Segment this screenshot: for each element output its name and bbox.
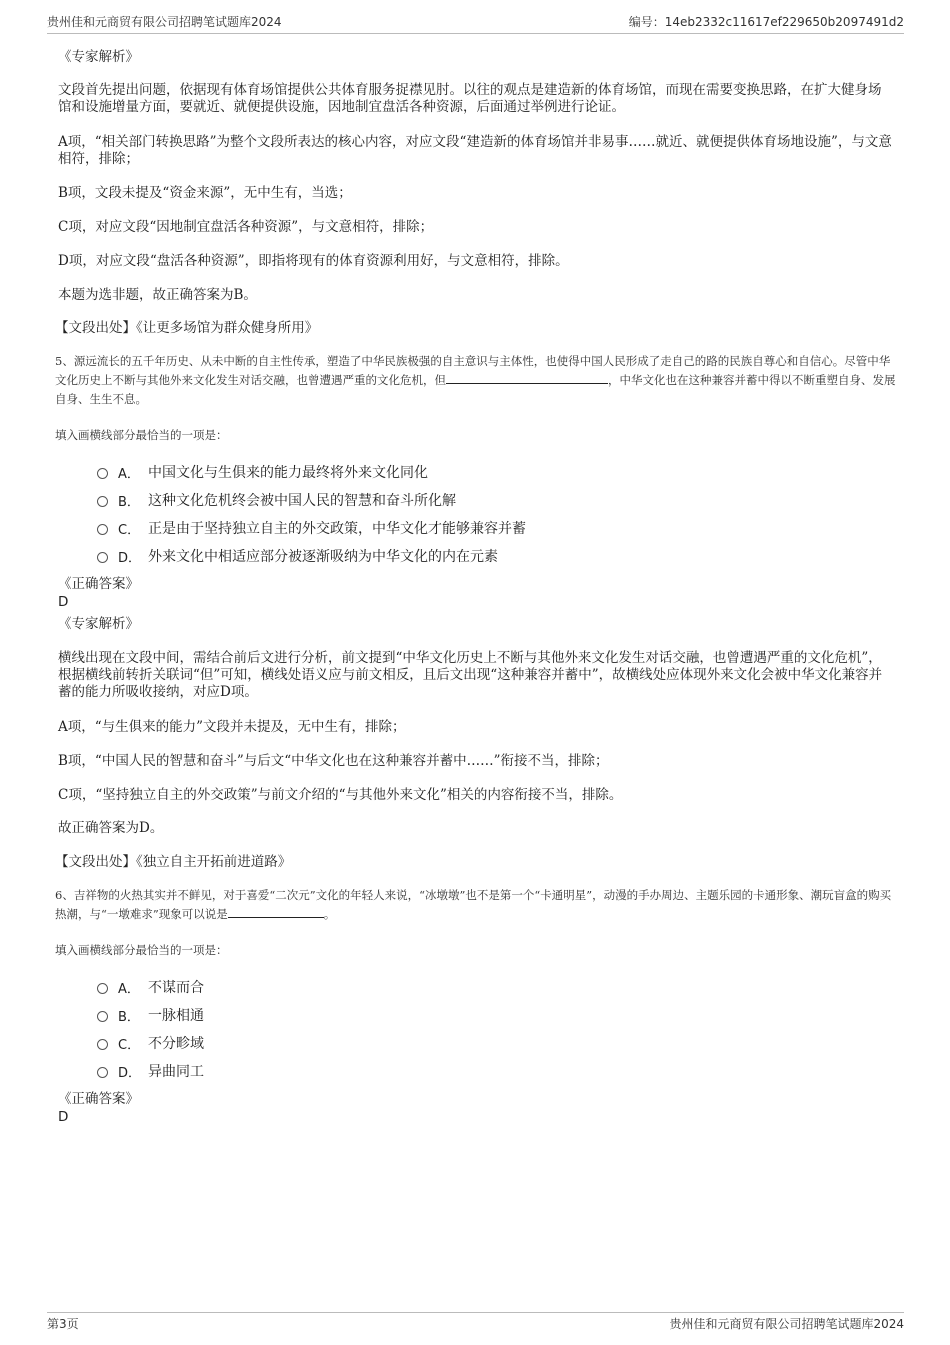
q6-blank-line — [228, 906, 324, 918]
radio-icon[interactable] — [97, 983, 108, 994]
q5-conclusion: 故正确答案为D。 — [58, 820, 164, 836]
footer-title: 贵州佳和元商贸有限公司招聘笔试题库2024 — [669, 1317, 904, 1331]
q6-option-d[interactable]: D． 异曲同工 — [97, 1061, 204, 1081]
q6-stem-part-a: 6、吉祥物的火热其实并不鲜见，对于喜爱“二次元”文化的年轻人来说，“冰墩墩”也不是第一个“卡通明星”，动漫的手办周边、主题乐园的卡通形象、潮玩盲盒的购买热潮，与“一墩难求”现象可以说是 — [55, 888, 892, 921]
q5-stem — [55, 352, 898, 409]
radio-icon[interactable] — [97, 1067, 108, 1078]
q5-blank-line — [446, 372, 608, 384]
radio-icon[interactable] — [97, 496, 108, 507]
q5-answer: D — [58, 594, 69, 610]
header-serial: 编号：14eb2332c11617ef229650b2097491d2 — [628, 15, 904, 29]
q4-analysis-para: D项，对应文段“盘活各种资源”，即指将现有的体育资源利用好，与文意相符，排除。 — [58, 253, 569, 269]
q6-stem — [55, 886, 898, 924]
q6-option-a[interactable]: A． 不谋而合 — [97, 977, 204, 997]
q6-stem-part-b: 。 — [323, 907, 336, 921]
page-header — [47, 13, 904, 34]
q5-option-d[interactable]: D． 外来文化中相适应部分被逐渐吸纳为中华文化的内在元素 — [97, 546, 498, 566]
q5-analysis-title: 《专家解析》 — [58, 616, 139, 632]
q5-stem-part-b: ，中华文化也在这种兼容并蓄中得以不断重塑自身、发展自身、生生不息。 — [55, 373, 896, 406]
q6-option-c[interactable]: C． 不分畛域 — [97, 1033, 204, 1053]
q5-analysis-para: B项，“中国人民的智慧和奋斗”与后文“中华文化也在这种兼容并蓄中……”衔接不当，排除； — [58, 753, 609, 769]
q5-option-a[interactable]: A． 中国文化与生俱来的能力最终将外来文化同化 — [97, 462, 428, 482]
q4-source: 【文段出处】《让更多场馆为群众健身所用》 — [55, 320, 319, 336]
q5-analysis-para: 横线出现在文段中间，需结合前后文进行分析，前文提到“中华文化历史上不断与其他外来文化发生对话交融，也曾遭遇严重的文化危机”，根据横线前转折关联词“但”可知，横线处语义应与前文相反，且后文出现“这种兼容并蓄中”，故横线处应体现外来文化会被中华文化兼容并蓄的能力所吸收接纳，对应D项。 — [58, 650, 883, 700]
q6-answer: D — [58, 1109, 69, 1125]
q4-conclusion: 本题为选非题，故正确答案为B。 — [58, 287, 257, 303]
page-number: 第3页 — [47, 1317, 79, 1331]
q5-instruction: 填入画横线部分最恰当的一项是： — [55, 428, 228, 442]
q6-answer-title: 《正确答案》 — [58, 1091, 139, 1107]
q5-source: 【文段出处】《独立自主开拓前进道路》 — [55, 854, 292, 870]
q5-analysis-para: A项，“与生俱来的能力”文段并未提及，无中生有，排除； — [58, 719, 406, 735]
radio-icon[interactable] — [97, 1011, 108, 1022]
header-title: 贵州佳和元商贸有限公司招聘笔试题库2024 — [47, 15, 282, 29]
q4-analysis-para: C项，对应文段“因地制宜盘活各种资源”，与文意相符，排除； — [58, 219, 434, 235]
q6-instruction: 填入画横线部分最恰当的一项是： — [55, 943, 228, 957]
q5-option-c[interactable]: C． 正是由于坚持独立自主的外交政策，中华文化才能够兼容并蓄 — [97, 518, 526, 538]
q5-answer-title: 《正确答案》 — [58, 576, 139, 592]
q4-analysis-para: B项，文段未提及“资金来源”，无中生有，当选； — [58, 185, 352, 201]
q4-analysis-para: A项，“相关部门转换思路”为整个文段所表达的核心内容，对应文段“建造新的体育场馆并非易事……就近、就便提供体育场地设施”，与文意相符，排除； — [58, 134, 892, 167]
page-footer — [47, 1312, 904, 1332]
q5-stem-part-a: 5、源远流长的五千年历史、从未中断的自主性传承，塑造了中华民族极强的自主意识与主体性，也使得中国人民形成了走自己的路的民族自尊心和自信心。尽管中华文化历史上不断与其他外来文化发生对话交融，也曾遭遇严重的文化危机，但 — [55, 354, 891, 387]
q6-option-b[interactable]: B． 一脉相通 — [97, 1005, 204, 1025]
radio-icon[interactable] — [97, 524, 108, 535]
radio-icon[interactable] — [97, 552, 108, 563]
q5-option-b[interactable]: B． 这种文化危机终会被中国人民的智慧和奋斗所化解 — [97, 490, 456, 510]
q5-analysis-para: C项，“坚持独立自主的外交政策”与前文介绍的“与其他外来文化”相关的内容衔接不当，排除。 — [58, 787, 623, 803]
q4-analysis-para: 文段首先提出问题，依据现有体育场馆提供公共体育服务捉襟见肘。以往的观点是建造新的体育场馆，而现在需要变换思路，在扩大健身场馆和设施增量方面，要就近、就便提供设施，因地制宜盘活各种资源，后面通过举例进行论证。 — [58, 82, 882, 115]
q4-analysis-title: 《专家解析》 — [58, 49, 139, 65]
radio-icon[interactable] — [97, 468, 108, 479]
radio-icon[interactable] — [97, 1039, 108, 1050]
